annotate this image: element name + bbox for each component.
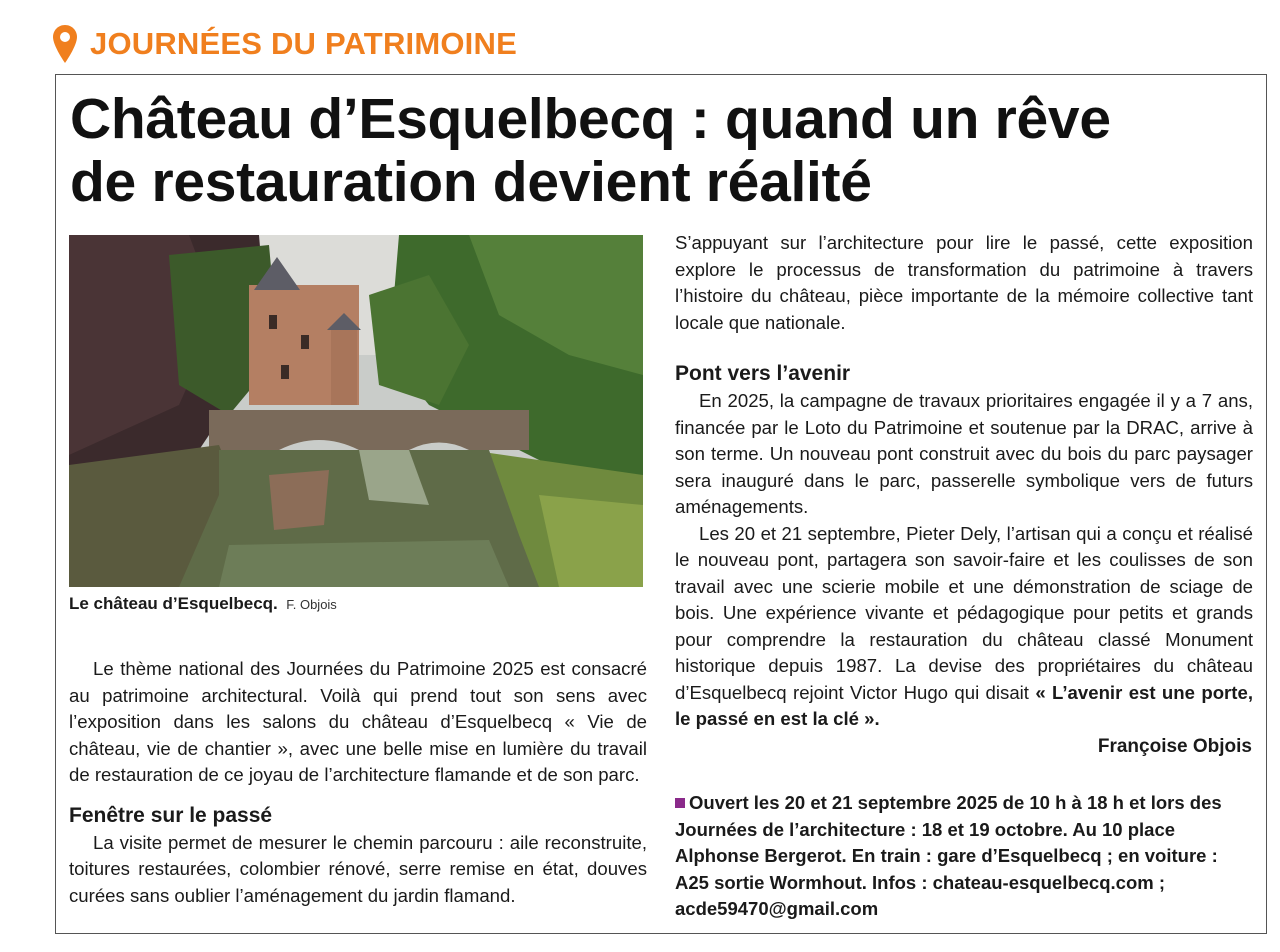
right-column xyxy=(675,230,1253,733)
photo-credit: F. Objois xyxy=(286,597,337,612)
headline-line-2: de restauration devient réalité xyxy=(70,150,872,214)
hugo-quote: « L’avenir est une porte, le passé en est la clé ». xyxy=(675,681,1253,729)
travaux-paragraph: En 2025, la campagne de travaux prioritaires engagée il y a 7 ans, financée par le Loto du Patrimoine et soutenue par la DRAC, arrive à son terme. Un nouveau pont construit avec du bois du parc paysager sera inauguré dans le parc, passerelle symbolique vers de futurs aménagements. xyxy=(675,390,1253,517)
subhead-passe: Fenêtre sur le passé xyxy=(69,803,273,827)
practical-info-box xyxy=(675,790,1245,923)
visite-paragraph: La visite permet de mesurer le chemin parcouru : aile reconstruite, toitures restaurées, colombier rénové, serre remise en état, douves curées sans oublier l’aménagement du jardin flamand. xyxy=(69,831,647,906)
intro-paragraph: Le thème national des Journées du Patrimoine 2025 est consacré au patrimoine architectural. Voilà qui prend tout son sens avec l’exposition dans les salons du château d’Esquelbecq « Vie de château, vie de chantier », avec une belle mise en lumière du travail de restauration de ce joyau de l’architecture flamande et de son parc. xyxy=(69,658,647,785)
left-column xyxy=(69,656,647,909)
practical-info-text: Ouvert les 20 et 21 septembre 2025 de 10 h à 18 h et lors des Journées de l’architecture : 18 et 19 octobre. Au 10 place Alphonse Bergerot. En train : gare d’Esquelbecq ; en voiture : A25 sortie Wormhout. Infos : chateau-esquelbecq.com ; acde59470@gmail.com xyxy=(675,792,1222,919)
photo-caption xyxy=(69,594,337,614)
subhead-avenir: Pont vers l’avenir xyxy=(675,362,851,385)
headline-line-1: Château d’Esquelbecq : quand un rêve xyxy=(70,87,1111,151)
location-pin-icon xyxy=(52,24,78,64)
author-signature: Françoise Objois xyxy=(1097,736,1252,757)
chateau-photo xyxy=(69,235,643,587)
bullet-square-icon xyxy=(675,798,685,808)
rubric-label: JOURNÉES DU PATRIMOINE xyxy=(90,26,517,61)
exposition-paragraph: S’appuyant sur l’architecture pour lire le passé, cette exposition explore le processus de transformation du patrimoine à travers l’histoire du château, pièce importante de la mémoire collective tant locale que nationale. xyxy=(675,232,1253,333)
caption-text: Le château d’Esquelbecq. xyxy=(69,594,278,613)
artisan-text: Les 20 et 21 septembre, Pieter Dely, l’artisan qui a conçu et réalisé le nouveau pont, partagera son savoir-faire et les coulisses de son travail avec une scierie mobile et une démonstration de sciage de bois. Une expérience vivante et pédagogique pour petits et grands pour comprendre la restauration du château classé Monument historique depuis 1987. La devise des propriétaires du château d’Esquelbecq rejoint Victor Hugo qui disait xyxy=(675,522,1253,703)
article-headline xyxy=(70,88,1250,214)
artisan-paragraph xyxy=(675,521,1253,733)
section-rubric xyxy=(52,22,517,66)
